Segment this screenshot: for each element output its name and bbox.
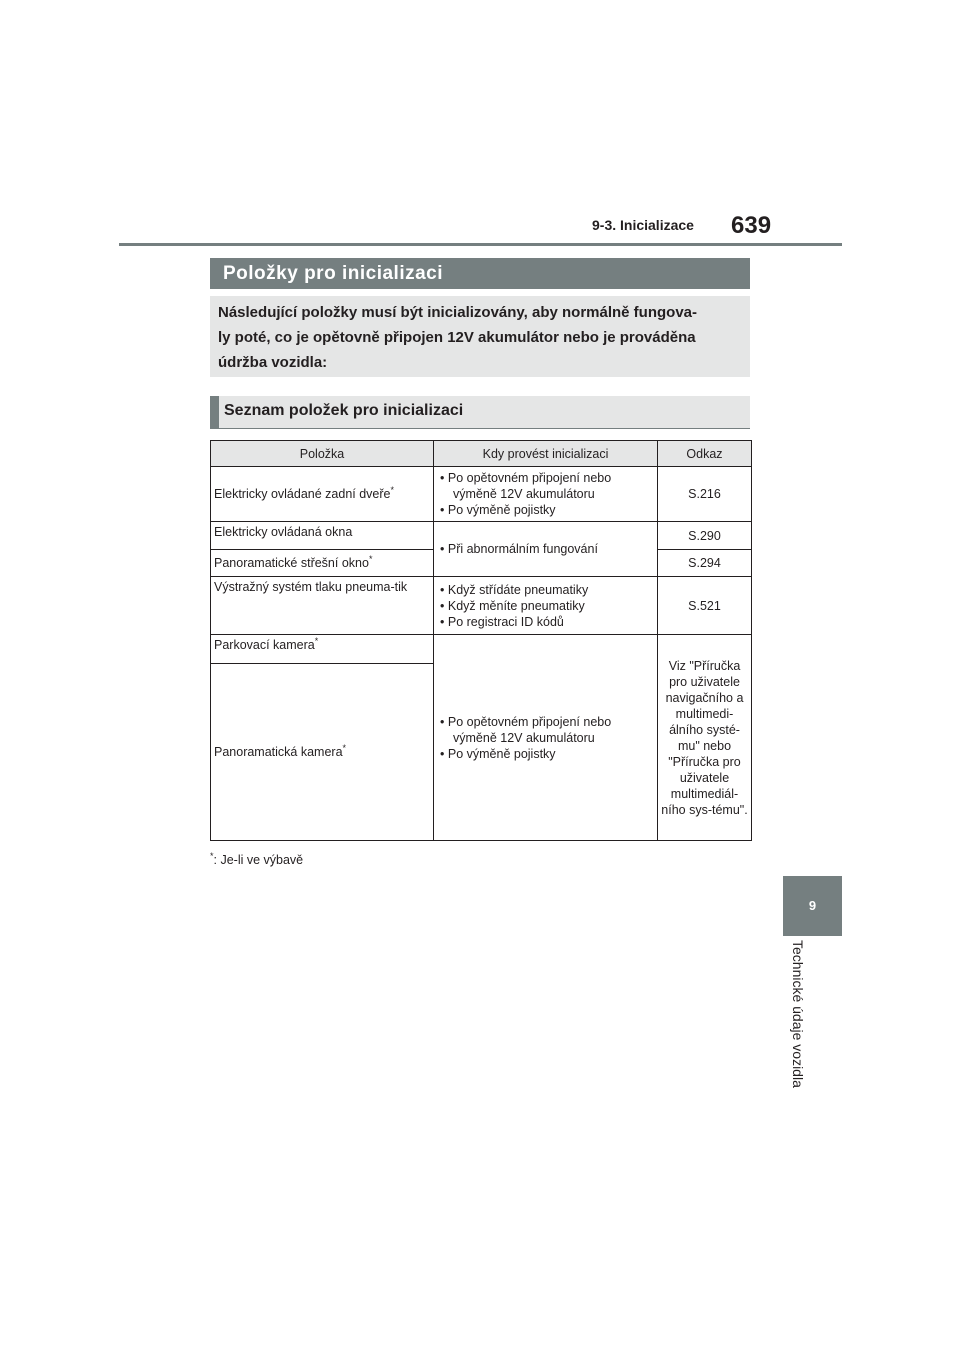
- when-bullet: • Po opětovném připojení nebo výměně 12V akumulátoru: [440, 470, 654, 502]
- reference-cell: S.521: [658, 577, 752, 635]
- item-cell: [211, 467, 434, 522]
- item-name: Panoramatická kamera: [214, 745, 343, 759]
- reference-cell: S.216: [658, 467, 752, 522]
- item-name: Elektricky ovládané zadní dveře: [214, 487, 391, 501]
- intro-line: Následující položky musí být inicializovány, aby normálně fungova-: [218, 304, 697, 321]
- when-bullet: • Po registraci ID kódů: [440, 614, 654, 630]
- footnote-text: : Je-li ve výbavě: [213, 853, 304, 867]
- footnote-marker: *: [314, 636, 319, 646]
- footnote: [210, 853, 303, 867]
- item-name: Elektricky ovládaná okna: [214, 525, 353, 539]
- page-number: 639: [731, 212, 772, 239]
- footnote-marker: *: [390, 485, 394, 495]
- section-heading: Položky pro inicializaci: [210, 258, 750, 289]
- chapter-side-label: Technické údaje vozidla: [790, 940, 806, 1088]
- table-row: [211, 467, 752, 522]
- column-header-when: Kdy provést inicializaci: [434, 441, 658, 467]
- when-bullet: • Po opětovném připojení nebo výměně 12V akumulátoru: [440, 714, 654, 746]
- when-bullet: • Když měníte pneumatiky: [440, 598, 654, 614]
- item-name: Panoramatické střešní okno: [214, 556, 369, 570]
- intro-box: [210, 296, 750, 377]
- intro-line: ly poté, co je opětovně připojen 12V akumulátor nebo je prováděna: [218, 329, 696, 346]
- reference-cell: S.290: [658, 522, 752, 550]
- item-cell: [211, 522, 434, 550]
- item-cell: [211, 635, 434, 664]
- item-cell: [211, 550, 434, 577]
- reference-cell: S.294: [658, 550, 752, 577]
- initialization-table: [210, 440, 752, 841]
- when-bullet: • Po výměně pojistky: [440, 746, 654, 762]
- footnote-marker: *: [342, 743, 347, 753]
- header-divider: [119, 243, 842, 246]
- when-cell: [434, 522, 658, 577]
- footnote-marker: *: [210, 851, 214, 861]
- subsection-divider: [210, 428, 750, 429]
- when-bullet: • Když střídáte pneumatiky: [440, 582, 654, 598]
- reference-cell: Viz "Příručka pro uživatele navigačního a multimedi-álního systé-mu" nebo "Příručka pro uživatele multimediál-ního sys-tému".: [658, 635, 752, 841]
- when-bullet: • Po výměně pojistky: [440, 502, 654, 518]
- chapter-tab: 9: [783, 876, 842, 936]
- item-cell: [211, 577, 434, 635]
- footnote-marker: *: [368, 554, 373, 564]
- item-name: Parkovací kamera: [214, 638, 315, 652]
- column-header-item: Položka: [211, 441, 434, 467]
- column-header-reference: Odkaz: [658, 441, 752, 467]
- chapter-title: 9-3. Inicializace: [592, 217, 694, 233]
- when-bullet: • Při abnormálním fungování: [440, 541, 654, 557]
- when-cell: [434, 635, 658, 841]
- subsection-heading: Seznam položek pro inicializaci: [210, 396, 750, 428]
- table-row: [211, 635, 752, 664]
- intro-line: údržba vozidla:: [218, 354, 328, 371]
- item-name: Výstražný systém tlaku pneuma-tik: [214, 580, 408, 594]
- when-cell: [434, 467, 658, 522]
- item-cell: [211, 664, 434, 841]
- when-cell: [434, 577, 658, 635]
- table-row: [211, 522, 752, 550]
- table-header-row: [211, 441, 752, 467]
- table-row: [211, 577, 752, 635]
